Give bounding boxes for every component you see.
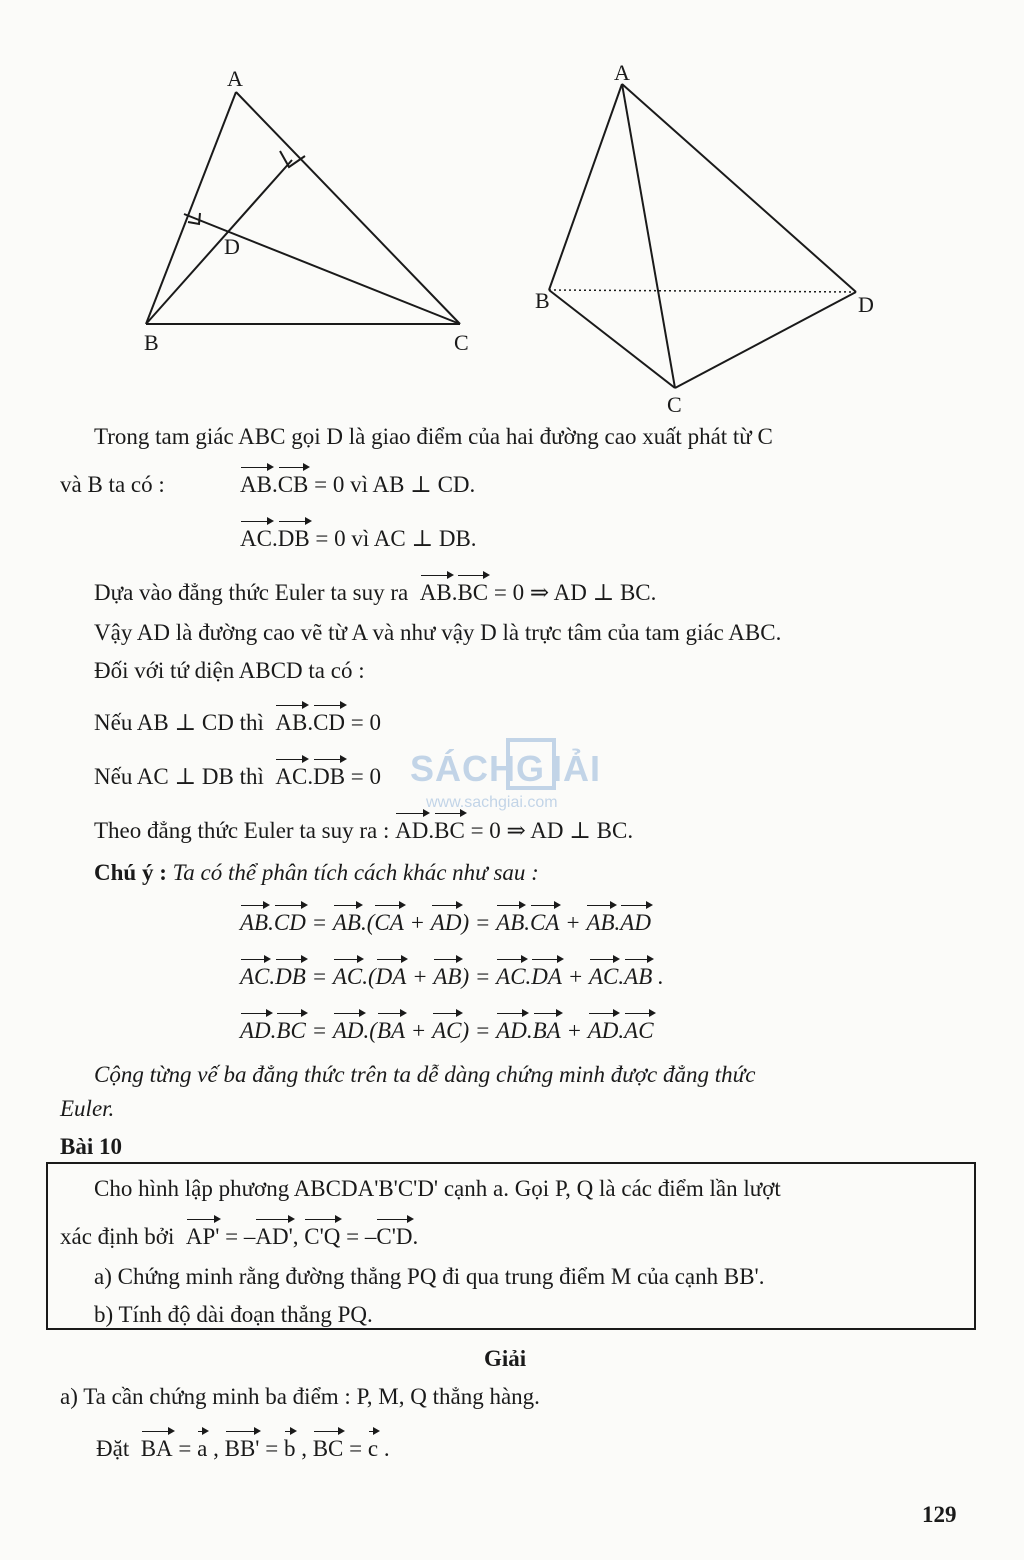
vector: CD [313,708,345,738]
fig1-label-B: B [144,330,159,355]
paragraph-6: Nếu AB ⊥ CD thì AB.CD = 0 [94,708,381,738]
watermark-url: www.sachgiai.com [426,794,558,811]
vector: C'D [376,1222,412,1252]
text: = – [340,1224,377,1249]
vector: AC [432,1016,461,1046]
equation-text: = 0 vì AC ⊥ DB. [309,526,477,551]
exercise-heading: Bài 10 [60,1134,122,1159]
paragraph-5: Đối với tứ diện ABCD ta có : [94,658,365,683]
exercise-line-3: a) Chứng minh rằng đường thẳng PQ đi qua trung điểm M của cạnh BB'. [94,1264,765,1289]
vector: AD [496,1016,527,1046]
vector: AD' [255,1222,292,1252]
fig1-label-A: A [227,66,243,91]
formula-3: AD.BC = AD.(BA + AC) = AD.BA + AD.AC [240,1016,654,1046]
vector: AC [240,524,272,554]
text: = [343,1436,368,1461]
vector: BA [377,1016,405,1046]
watermark-text-box: G [516,748,546,789]
vector: AB [240,908,268,938]
vector: DA [376,962,407,992]
vector: BC [276,1016,305,1046]
text: Nếu AB ⊥ CD thì [94,710,264,735]
vector: BC [313,1434,344,1464]
text: Nếu AC ⊥ DB thì [94,764,264,789]
paragraph-8: Theo đẳng thức Euler ta suy ra : AD.BC = 0 ⇒ AD ⊥ BC. [94,816,633,846]
vector: AC [333,962,362,992]
paragraph-1: Trong tam giác ABC gọi D là giao điểm của hai đường cao xuất phát từ C [94,424,773,449]
text: , [295,1436,313,1461]
formula-1: AB.CD = AB.(CA + AD) = AB.CA + AB.AD [240,908,651,938]
vector: AB [240,470,272,500]
watermark-text-right: IẢI [552,748,602,789]
watermark-logo [410,732,620,816]
vector: AC [240,962,269,992]
note-label: Chú ý : [94,860,167,885]
paragraph-9a: Cộng từng vế ba đẳng thức trên ta dễ dàng chứng minh được đẳng thức [94,1062,756,1087]
vector: BA [141,1434,173,1464]
text: . [412,1224,419,1249]
solution-heading: Giải [484,1346,527,1371]
vector: AB [433,962,461,992]
vector: b [284,1434,296,1464]
vector: DB [313,762,345,792]
equation-text: = 0 ⇒ AD ⊥ BC. [464,818,634,843]
vector: C'Q [304,1222,340,1252]
note-line [94,858,539,888]
equation-text: = 0 ⇒ AD ⊥ BC. [488,580,657,605]
vector: CA [374,908,403,938]
fig2-label-A: A [614,60,630,85]
text: Dựa vào đẳng thức Euler ta suy ra [94,580,409,605]
text: = [259,1436,284,1461]
vector: AC [589,962,618,992]
text: , [207,1436,225,1461]
vector: DB [275,962,306,992]
paragraph-3: Dựa vào đẳng thức Euler ta suy ra AB.BC = 0 ⇒ AD ⊥ BC. [94,578,656,608]
vector: BC [457,578,488,608]
triangle-figure [146,92,460,324]
vector: DB [278,524,310,554]
vector: c [368,1434,378,1464]
equation-text: = 0 vì AB ⊥ CD. [308,472,476,497]
exercise-line-2 [60,1222,418,1252]
vector: AB [496,908,524,938]
text: = [172,1436,198,1461]
text: = – [219,1224,256,1249]
text: xác định bởi [60,1224,175,1249]
solution-line-1: a) Ta cần chứng minh ba điểm : P, M, Q thẳng hàng. [60,1384,540,1409]
equation-text: = 0 [345,710,382,735]
vector: BA [533,1016,561,1046]
text: , [292,1224,305,1249]
vector: AD [588,1016,619,1046]
tetrahedron-figure [549,84,856,388]
vector: AP' [186,1222,220,1252]
vector: CD [274,908,306,938]
fig1-label-D: D [224,234,240,259]
fig2-label-D: D [858,292,874,317]
figures [0,0,1024,420]
vector: AD [431,908,462,938]
vector: BC [434,816,465,846]
vector: AB [420,578,452,608]
paragraph-4: Vậy AD là đường cao vẽ từ A và như vậy D là trực tâm của tam giác ABC. [94,620,782,645]
text: . [378,1436,390,1461]
watermark-text-left: SÁCH [410,748,517,789]
text: Theo đẳng thức Euler ta suy ra : [94,818,390,843]
paragraph-9b: Euler. [60,1096,115,1121]
vector: AC [496,962,525,992]
fig1-label-C: C [454,330,469,355]
vector: AC [275,762,307,792]
exercise-line-1: Cho hình lập phương ABCDA'B'C'D' cạnh a. Gọi P, Q là các điểm lần lượt [94,1176,781,1201]
vector: AB [275,708,307,738]
vector: AB [586,908,614,938]
paragraph-2-lead: và B ta có : [60,472,165,497]
solution-line-2 [96,1434,390,1464]
text: Đặt [96,1436,130,1461]
vector: AB [333,908,361,938]
paragraph-7: Nếu AC ⊥ DB thì AC.DB = 0 [94,762,381,792]
vector: AD [395,816,428,846]
vector: CA [530,908,559,938]
exercise-line-4: b) Tính độ dài đoạn thẳng PQ. [94,1302,373,1327]
vector: BB' [225,1434,260,1464]
note-text: Ta có thể phân tích cách khác như sau : [166,860,539,885]
fig2-label-C: C [667,392,682,417]
vector: AC [624,1016,653,1046]
fig2-label-B: B [535,288,550,313]
page-number: 129 [922,1502,957,1527]
equation-2: AC.DB = 0 vì AC ⊥ DB. [240,524,477,554]
equation-text: = 0 [345,764,382,789]
vector: AD [333,1016,364,1046]
vector: AD [240,1016,271,1046]
vector: AB [624,962,652,992]
vector: AD [620,908,651,938]
equation-1: AB.CB = 0 vì AB ⊥ CD. [240,470,475,500]
formula-2: AC.DB = AC.(DA + AB) = AC.DA + AC.AB . [240,962,664,992]
vector: DA [531,962,562,992]
vector: CB [278,470,309,500]
vector: a [197,1434,207,1464]
